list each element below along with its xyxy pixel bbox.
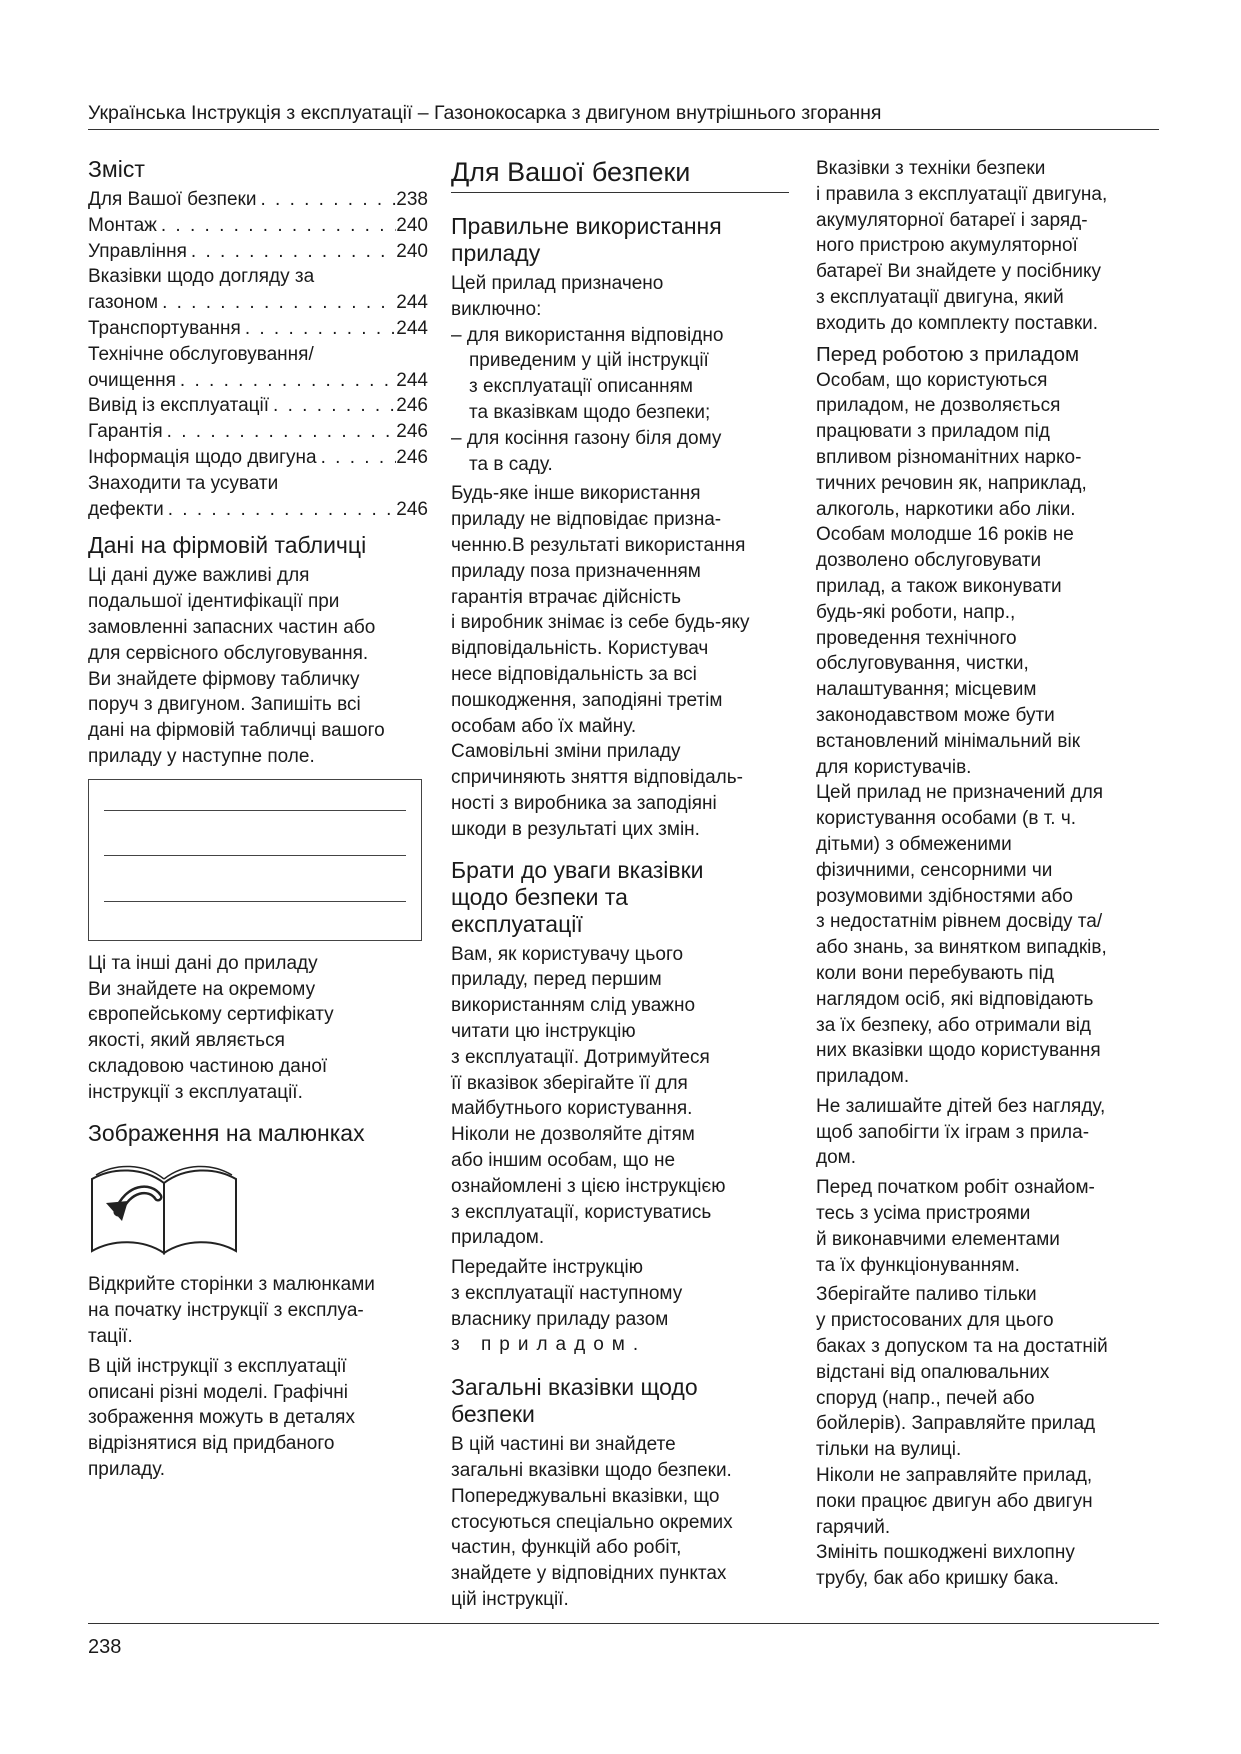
- text-line: й виконавчими елементами: [816, 1228, 1060, 1250]
- list-line: – для використання відповідно: [451, 324, 724, 346]
- proper-use-item-1: [451, 323, 791, 426]
- page-number: 238: [88, 1636, 122, 1658]
- before-work-paragraph-4: [816, 1175, 1161, 1278]
- text-line: та їх функціонуванням.: [816, 1254, 1020, 1276]
- header-rule: [88, 129, 1159, 130]
- toc-leader-dots: [158, 290, 396, 316]
- toc-entry-page: 246: [396, 421, 428, 443]
- text-line: проведення технічного: [816, 627, 1017, 649]
- toc-entry-title: Гарантія: [88, 421, 163, 443]
- text-line: за їх безпеку, або отримали від: [816, 1014, 1092, 1036]
- text-line: експлуатації: [451, 910, 583, 937]
- toc-entry-title: газоном: [88, 292, 159, 314]
- text-line: приладу не відповідає призна-: [451, 509, 722, 531]
- text-line: ознайомлені з цією інструкцією: [451, 1175, 726, 1197]
- text-line: В цій інструкції з експлуатації: [88, 1355, 347, 1377]
- text-line: або знань, за винятком випадків,: [816, 937, 1107, 959]
- text-line: алкоголь, наркотики або ліки.: [816, 498, 1076, 520]
- toc-entry-page: 244: [396, 317, 428, 339]
- text-line: акумуляторної батареї і заряд-: [816, 209, 1088, 231]
- text-line: Особам молодше 16 років не: [816, 524, 1074, 546]
- list-line: приведеним у цій інструкції: [469, 350, 709, 372]
- text-line: Цей прилад призначено: [451, 273, 664, 294]
- toc-entry: [88, 393, 428, 419]
- text-line: входить до комплекту поставки.: [816, 312, 1099, 334]
- text-line: Загальні вказівки щодо: [451, 1374, 698, 1401]
- nameplate-write-line: [104, 810, 406, 811]
- text-line: приладом, не дозволяється: [816, 395, 1061, 417]
- text-line: виключно:: [451, 298, 542, 320]
- text-line: Відкрийте сторінки з малюнками: [88, 1274, 375, 1296]
- list-line: – для косіння газону біля дому: [451, 427, 722, 449]
- text-line: замовленні запасних частин або: [88, 616, 376, 638]
- text-line: споруд (напр., печей або: [816, 1387, 1035, 1409]
- text-line: її вказівок зберігайте її для: [451, 1072, 688, 1094]
- text-line: тільки на вулиці.: [816, 1439, 962, 1461]
- toc-entry-title: Монтаж: [88, 214, 157, 236]
- text-line: Будь-яке інше використання: [451, 483, 701, 505]
- text-line: шкоди в результаті цих змін.: [451, 818, 700, 840]
- text-line: відстані від опалювальних: [816, 1361, 1050, 1383]
- text-line: обслуговування, чистки,: [816, 653, 1029, 675]
- toc-leader-dots: [157, 213, 396, 239]
- plate-section-title: Дані на фірмовій табличці: [88, 532, 367, 559]
- text-line: відповідальність. Користувач: [451, 638, 709, 660]
- text-line: фізичними, сенсорними чи: [816, 859, 1053, 881]
- text-line: європейському сертифікату: [88, 1004, 334, 1026]
- text-line: частин, функцій або робіт,: [451, 1537, 682, 1559]
- text-line: приладу поза призначенням: [451, 560, 701, 582]
- proper-use-intro: [451, 271, 791, 323]
- text-line: Ніколи не дозволяйте дітям: [451, 1124, 695, 1146]
- toc-entry-title: Транспортування: [88, 317, 241, 339]
- fuel-storage-paragraph: [816, 1282, 1161, 1463]
- text-line: працювати з приладом під: [816, 421, 1050, 443]
- safety-notes-last-line: з приладом.: [451, 1334, 647, 1356]
- text-line: користування особами (в т. ч.: [816, 808, 1077, 830]
- text-line: наглядом осіб, які відповідають: [816, 988, 1094, 1010]
- text-line: тесь з усіма пристроями: [816, 1203, 1031, 1225]
- text-line: і виробник знімає із себе будь-яку: [451, 612, 750, 634]
- before-work-paragraph-3: [816, 1094, 1161, 1171]
- text-line: Самовільні зміни приладу: [451, 741, 681, 763]
- text-line: майбутнього користування.: [451, 1098, 693, 1120]
- text-line: для сервісного обслуговування.: [88, 642, 369, 664]
- text-line: приладу: [451, 240, 541, 266]
- text-line: щоб запобігти їх іграм з прила-: [816, 1121, 1090, 1143]
- text-line: приладу.: [88, 1458, 166, 1480]
- text-line: Передайте інструкцію: [451, 1257, 643, 1279]
- footer-rule: [88, 1623, 1159, 1624]
- text-line: баках з допуском та на достатній: [816, 1336, 1108, 1358]
- text-line: з експлуатації, користуватись: [451, 1201, 712, 1223]
- open-book-icon: [88, 1157, 240, 1257]
- toc-entry-page: 244: [396, 292, 428, 314]
- text-line: поки працює двигун або двигун: [816, 1490, 1093, 1512]
- text-line: зображення можуть в деталях: [88, 1407, 355, 1429]
- toc-entry-title: Вивід із експлуатації: [88, 395, 270, 417]
- toc-entry-page: 240: [396, 240, 428, 262]
- toc-leader-dots: [269, 393, 396, 419]
- toc-entry-line: Вказівки щодо догляду за: [88, 266, 315, 288]
- toc-entry-title: дефекти: [88, 498, 164, 520]
- text-line: тичних речовин як, наприклад,: [816, 472, 1087, 494]
- text-line: на початку інструкції з експлуа-: [88, 1300, 364, 1322]
- before-work-paragraph-2: [816, 780, 1161, 1090]
- safety-notes-title: [451, 857, 791, 938]
- text-line: описані різні моделі. Графічні: [88, 1381, 348, 1403]
- text-line: для користувачів.: [816, 756, 972, 778]
- text-line: Ці дані дуже важливі для: [88, 565, 310, 587]
- text-line: Правильне використання: [451, 213, 722, 239]
- toc-entry: [88, 187, 428, 213]
- text-line: Особам, що користуються: [816, 369, 1048, 391]
- text-line: гарячий.: [816, 1516, 891, 1538]
- before-work-title: Перед роботою з приладом: [816, 342, 1080, 366]
- plate-paragraph: [88, 563, 428, 769]
- nameplate-entry-box: [88, 779, 422, 941]
- table-of-contents: [88, 187, 428, 522]
- text-line: дозволено обслуговувати: [816, 550, 1042, 572]
- text-line: приладу у наступне поле.: [88, 745, 315, 767]
- safety-notes-paragraph-2: [451, 1255, 791, 1332]
- text-line: і правила з експлуатації двигуна,: [816, 183, 1108, 205]
- text-line: бойлерів). Заправляйте прилад: [816, 1413, 1096, 1435]
- text-line: цій інструкції.: [451, 1589, 569, 1611]
- text-line: спричиняють зняття відповідаль-: [451, 767, 743, 789]
- page-header: Українська Інструкція з експлуатації – Газонокосарка з двигуном внутрішнього згорання: [88, 102, 882, 124]
- toc-entry-title: очищення: [88, 369, 176, 391]
- toc-entry-page: 246: [396, 498, 428, 520]
- text-line: будь-які роботи, напр.,: [816, 601, 1016, 623]
- toc-entry-title: Інформація щодо двигуна: [88, 446, 317, 468]
- column-middle: [451, 156, 791, 1617]
- text-line: дом.: [816, 1147, 856, 1169]
- text-line: коли вони перебувають під: [816, 962, 1054, 984]
- text-line: Цей прилад не призначений для: [816, 782, 1104, 804]
- text-line: впливом різноманітних нарко-: [816, 446, 1082, 468]
- text-line: відрізнятися від придбаного: [88, 1433, 335, 1455]
- text-line: несе відповідальність за всі: [451, 663, 697, 685]
- images-section-title: Зображення на малюнках: [88, 1119, 365, 1146]
- text-line: Змініть пошкоджені вихлопну: [816, 1542, 1075, 1564]
- proper-use-title: [451, 213, 791, 267]
- text-line: дані на фірмовій табличці вашого: [88, 720, 385, 742]
- safety-notes-paragraph-1: [451, 942, 791, 1252]
- text-line: Ніколи не заправляйте прилад,: [816, 1465, 1093, 1487]
- column-left: [88, 156, 428, 1487]
- images-paragraph-2: [88, 1354, 428, 1483]
- text-line: з експлуатації двигуна, який: [816, 286, 1064, 308]
- text-line: встановлений мінімальний вік: [816, 730, 1081, 752]
- text-line: Ці та інші дані до приладу: [88, 952, 318, 974]
- certificate-paragraph: [88, 951, 428, 1106]
- toc-entry: [88, 316, 428, 342]
- text-line: приладом.: [816, 1066, 910, 1088]
- toc-entry-line: Знаходити та усувати: [88, 472, 279, 494]
- text-line: Ви знайдете на окремому: [88, 978, 316, 1000]
- text-line: читати цю інструкцію: [451, 1020, 636, 1042]
- text-line: використанням слід уважно: [451, 995, 696, 1017]
- toc-entry: [88, 419, 428, 445]
- text-line: Зберігайте паливо тільки: [816, 1284, 1037, 1306]
- toc-leader-dots: [256, 187, 396, 213]
- toc-leader-dots: [317, 445, 397, 471]
- text-line: власнику приладу разом: [451, 1308, 669, 1330]
- text-line: у пристосованих для цього: [816, 1310, 1054, 1332]
- text-line: Вам, як користувачу цього: [451, 943, 684, 965]
- text-line: особам або їх майну.: [451, 715, 637, 737]
- text-line: ності з виробника за заподіяні: [451, 792, 717, 814]
- text-line: Ви знайдете фірмову табличку: [88, 668, 360, 690]
- text-line: приладу, перед першим: [451, 969, 662, 991]
- text-line: поруч з двигуном. Запишіть всі: [88, 694, 361, 716]
- text-line: приладом.: [451, 1227, 545, 1249]
- text-line: В цій частині ви знайдете: [451, 1434, 676, 1456]
- text-line: Не залишайте дітей без нагляду,: [816, 1095, 1106, 1117]
- before-work-paragraph-1: [816, 368, 1161, 781]
- toc-entry-title: Управління: [88, 240, 187, 262]
- toc-entry: [88, 368, 428, 394]
- text-line: інструкції з експлуатації.: [88, 1081, 303, 1103]
- nameplate-write-line: [104, 855, 406, 856]
- general-safety-title: [451, 1374, 791, 1428]
- text-line: налаштування; місцевим: [816, 679, 1037, 701]
- toc-entry: [88, 290, 428, 316]
- text-line: з недостатнім рівнем досвіду та/: [816, 911, 1103, 933]
- text-line: складовою частиною даної: [88, 1055, 328, 1077]
- text-line: дітьми) з обмеженими: [816, 833, 1012, 855]
- proper-use-item-2: [451, 426, 791, 478]
- text-line: Попереджувальні вказівки, що: [451, 1485, 720, 1507]
- text-line: законодавством може бути: [816, 704, 1055, 726]
- text-line: з експлуатації наступному: [451, 1282, 683, 1304]
- toc-leader-dots: [187, 239, 396, 265]
- text-line: стосуються спеціально окремих: [451, 1511, 733, 1533]
- nameplate-write-line: [104, 901, 406, 902]
- text-line: розумовими здібностями або: [816, 885, 1074, 907]
- text-line: ченню.В результаті використання: [451, 534, 746, 556]
- list-line: та вказівкам щодо безпеки;: [469, 401, 711, 423]
- text-line: батареї Ви знайдете у посібнику: [816, 261, 1102, 283]
- list-line: з експлуатації описанням: [469, 376, 693, 398]
- text-line: якості, який являється: [88, 1030, 285, 1052]
- toc-entry-page: 244: [396, 369, 428, 391]
- proper-use-paragraph-3: [451, 739, 791, 842]
- text-line: з експлуатації. Дотримуйтеся: [451, 1046, 710, 1068]
- text-line: тації.: [88, 1325, 133, 1347]
- engine-manual-paragraph: [816, 156, 1161, 337]
- text-line: або іншим особам, що не: [451, 1149, 676, 1171]
- toc-entry-page: 246: [396, 446, 428, 468]
- toc-entry: [88, 213, 428, 239]
- images-paragraph-1: [88, 1272, 428, 1349]
- exhaust-paragraph: [816, 1540, 1161, 1592]
- text-line: них вказівки щодо користування: [816, 1040, 1101, 1062]
- text-line: безпеки: [451, 1401, 535, 1428]
- text-line: Перед початком робіт ознайом-: [816, 1177, 1095, 1199]
- toc-entry: [88, 497, 428, 523]
- toc-entry: [88, 239, 428, 265]
- toc-leader-dots: [241, 316, 396, 342]
- safety-main-title: Для Вашої безпеки: [451, 156, 789, 193]
- text-line: ного пристрою акумуляторної: [816, 235, 1078, 257]
- toc-entry-page: 246: [396, 395, 428, 417]
- toc-title: Зміст: [88, 156, 145, 182]
- refuel-paragraph: [816, 1463, 1161, 1540]
- text-line: щодо безпеки та: [451, 883, 628, 910]
- toc-leader-dots: [164, 497, 397, 523]
- toc-entry-page: 238: [396, 189, 428, 210]
- text-line: гарантія втрачає дійсність: [451, 586, 681, 608]
- text-line: прилад, а також виконувати: [816, 575, 1062, 597]
- toc-entry-line: Технічне обслуговування/: [88, 343, 314, 365]
- text-line: знайдете у відповідних пунктах: [451, 1563, 727, 1585]
- general-safety-paragraph: [451, 1432, 791, 1613]
- text-line: Вказівки з техніки безпеки: [816, 158, 1046, 179]
- text-line: Брати до уваги вказівки: [451, 856, 704, 883]
- toc-entry: [88, 445, 428, 471]
- text-line: пошкодження, заподіяні третім: [451, 689, 723, 711]
- text-line: загальні вказівки щодо безпеки.: [451, 1460, 732, 1482]
- text-line: трубу, бак або кришку бака.: [816, 1568, 1059, 1590]
- toc-entry-title: Для Вашої безпеки: [88, 189, 257, 210]
- toc-leader-dots: [163, 419, 397, 445]
- text-line: подальшої ідентифікації при: [88, 591, 340, 613]
- list-line: та в саду.: [469, 453, 553, 475]
- column-right: [816, 156, 1161, 1596]
- toc-entry-page: 240: [396, 214, 428, 236]
- proper-use-paragraph-2: [451, 481, 791, 739]
- toc-leader-dots: [176, 368, 396, 394]
